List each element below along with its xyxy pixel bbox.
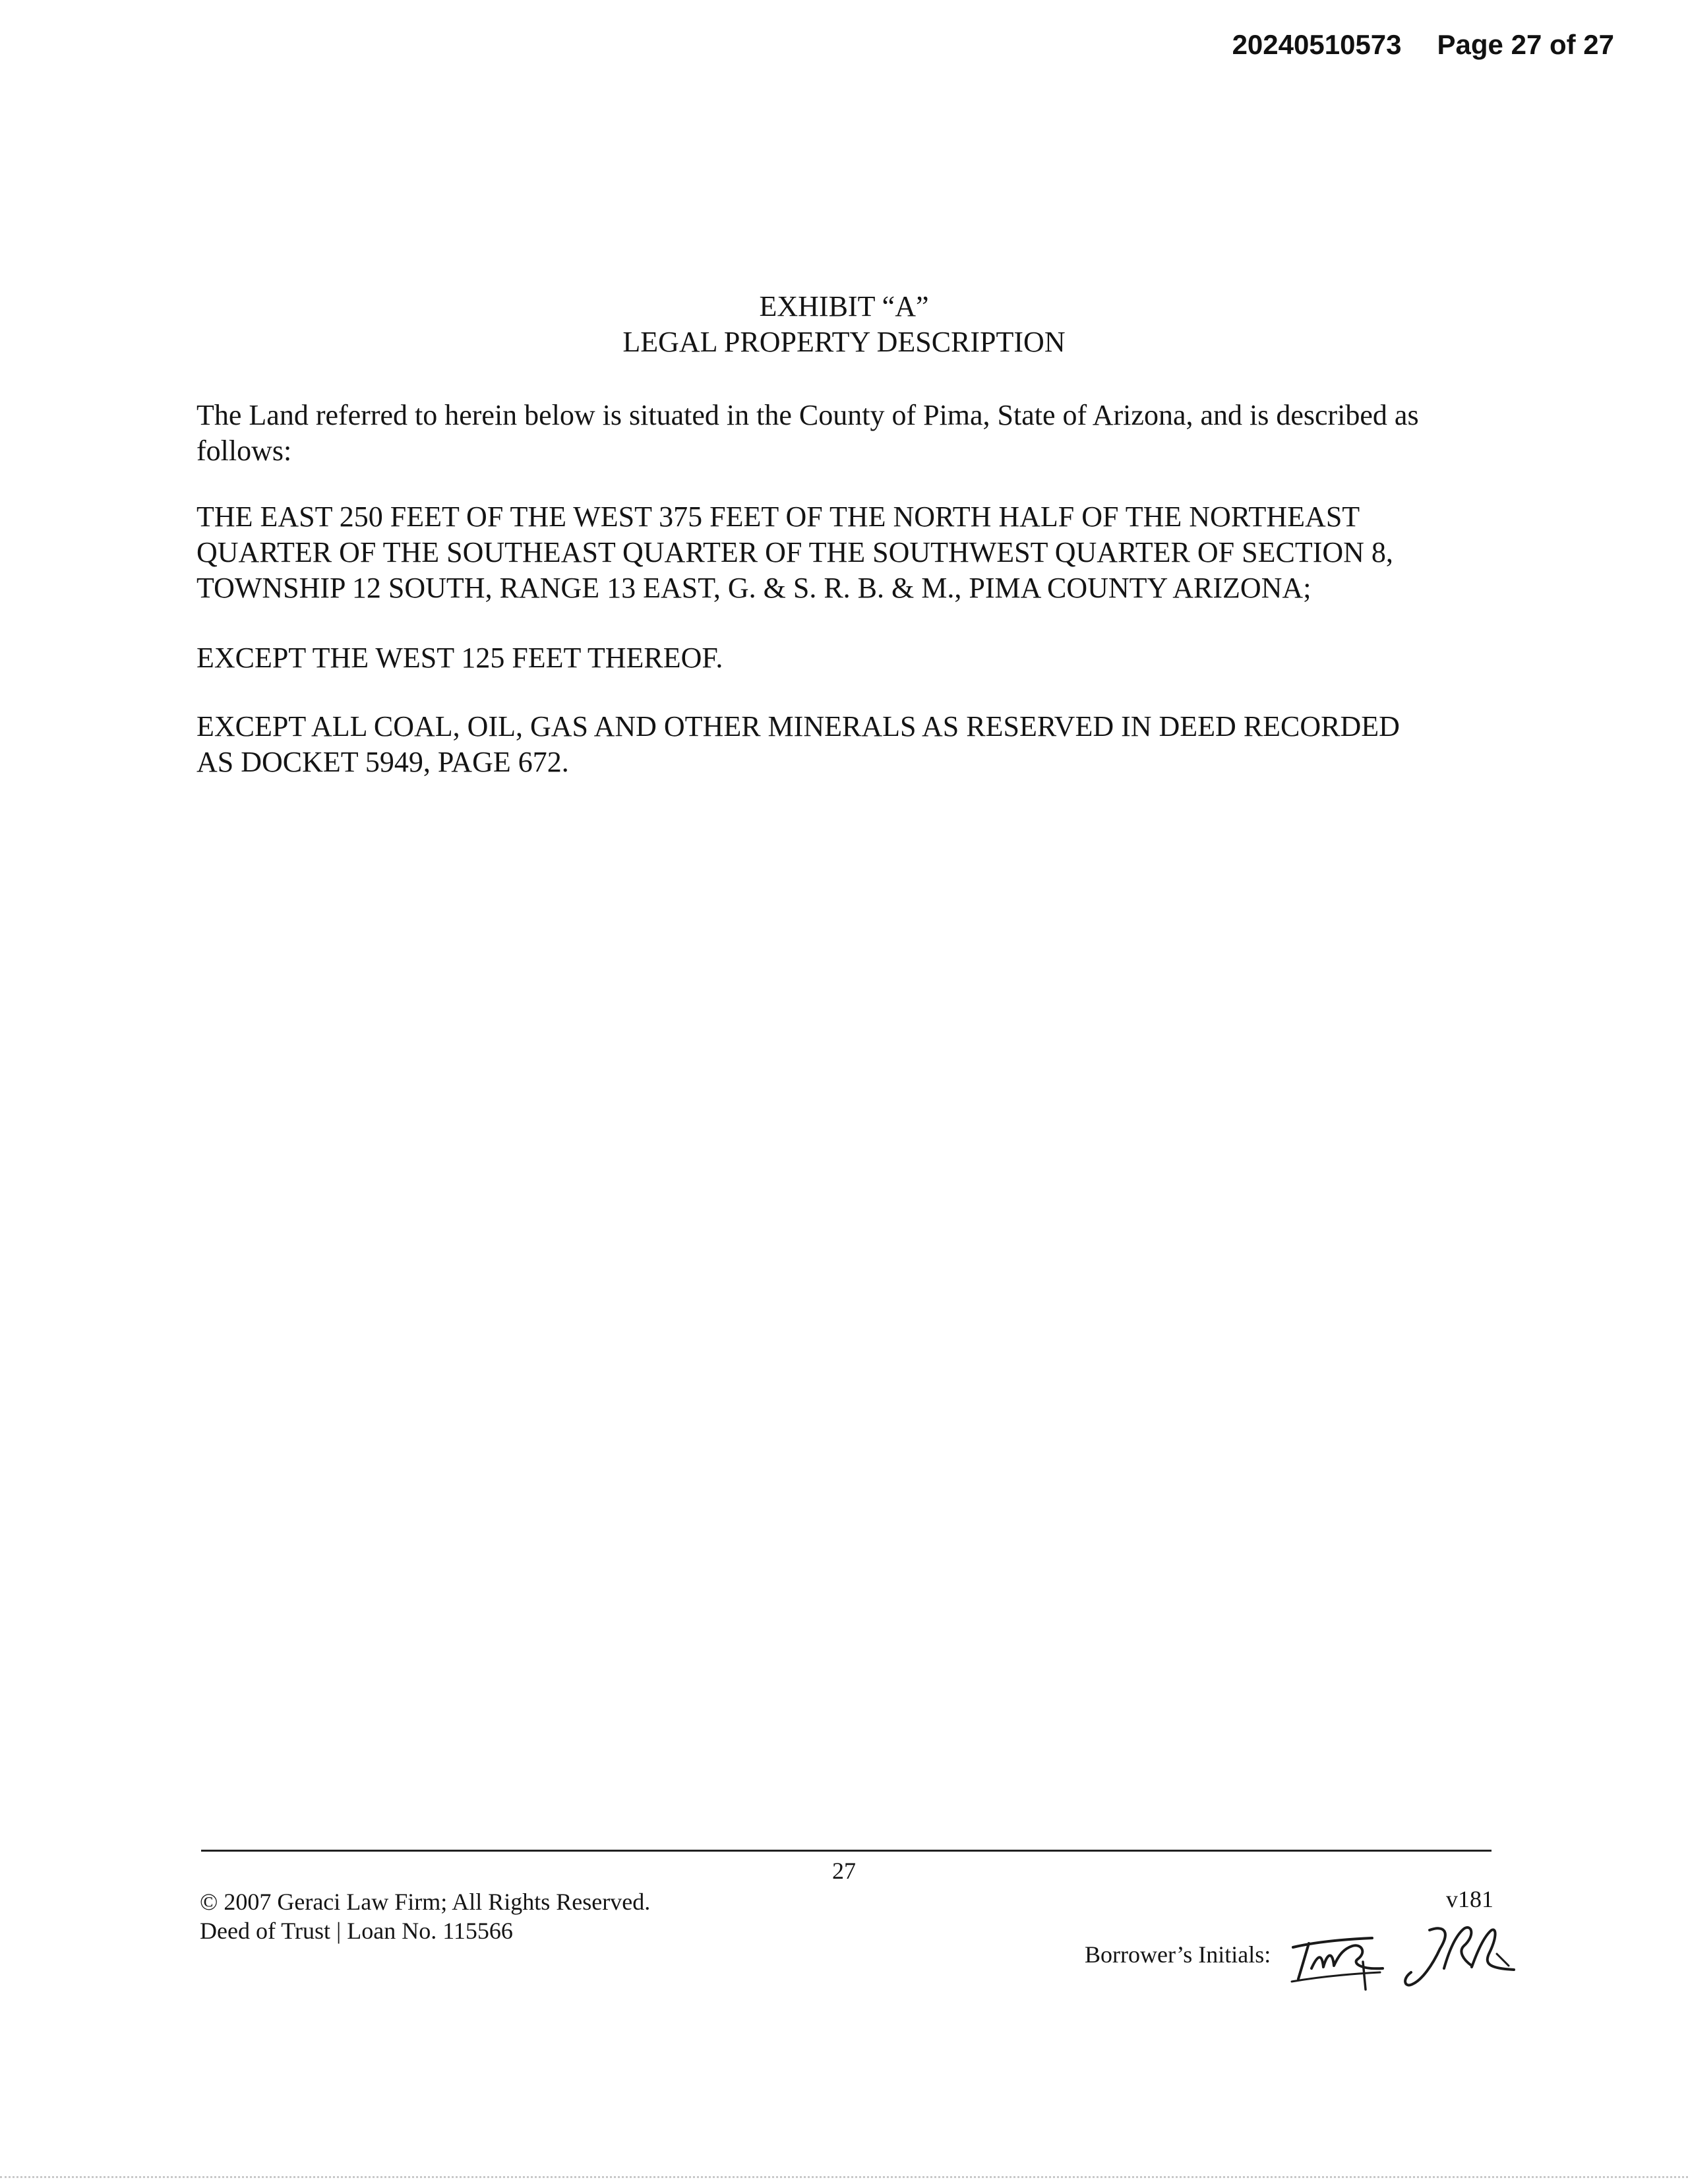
borrower-initials-signature-1 [1289,1916,1388,1991]
exception-minerals: EXCEPT ALL COAL, OIL, GAS AND OTHER MINERALS AS RESERVED IN DEED RECORDED AS DOCKET 5949, PAGE 672. [196,710,1400,778]
exhibit-subtitle: LEGAL PROPERTY DESCRIPTION [622,326,1066,358]
exhibit-heading [0,289,1688,360]
scan-edge-line [0,2176,1688,2178]
borrower-initials-label: Borrower’s Initials: [1085,1941,1271,1968]
recording-number: 20240510573 [1232,29,1402,60]
recording-header [1232,29,1614,61]
version-label: v181 [1446,1886,1493,1912]
exception-west-125: EXCEPT THE WEST 125 FEET THEREOF. [196,642,723,674]
copyright-notice: © 2007 Geraci Law Firm; All Rights Reserved. [200,1889,651,1915]
legal-description: THE EAST 250 FEET OF THE WEST 375 FEET OF THE NORTH HALF OF THE NORTHEAST QUARTER OF THE SOUTHEAST QUARTER OF THE SOUTHWEST QUARTER OF SECTION 8, TOWNSHIP 12 SOUTH, RANGE 13 EAST, G. & S. R. B. & M., PIMA COUNTY ARIZONA; [196,501,1393,604]
footer-rule [201,1850,1492,1852]
document-loan-line: Deed of Trust | Loan No. 115566 [200,1918,513,1944]
page-counter: Page 27 of 27 [1437,29,1614,60]
page-number: 27 [832,1858,856,1884]
borrower-initials-signature-2 [1398,1916,1517,1991]
intro-paragraph: The Land referred to herein below is situated in the County of Pima, State of Arizona, and is described as follows: [196,399,1419,467]
exhibit-title: EXHIBIT “A” [759,290,929,322]
